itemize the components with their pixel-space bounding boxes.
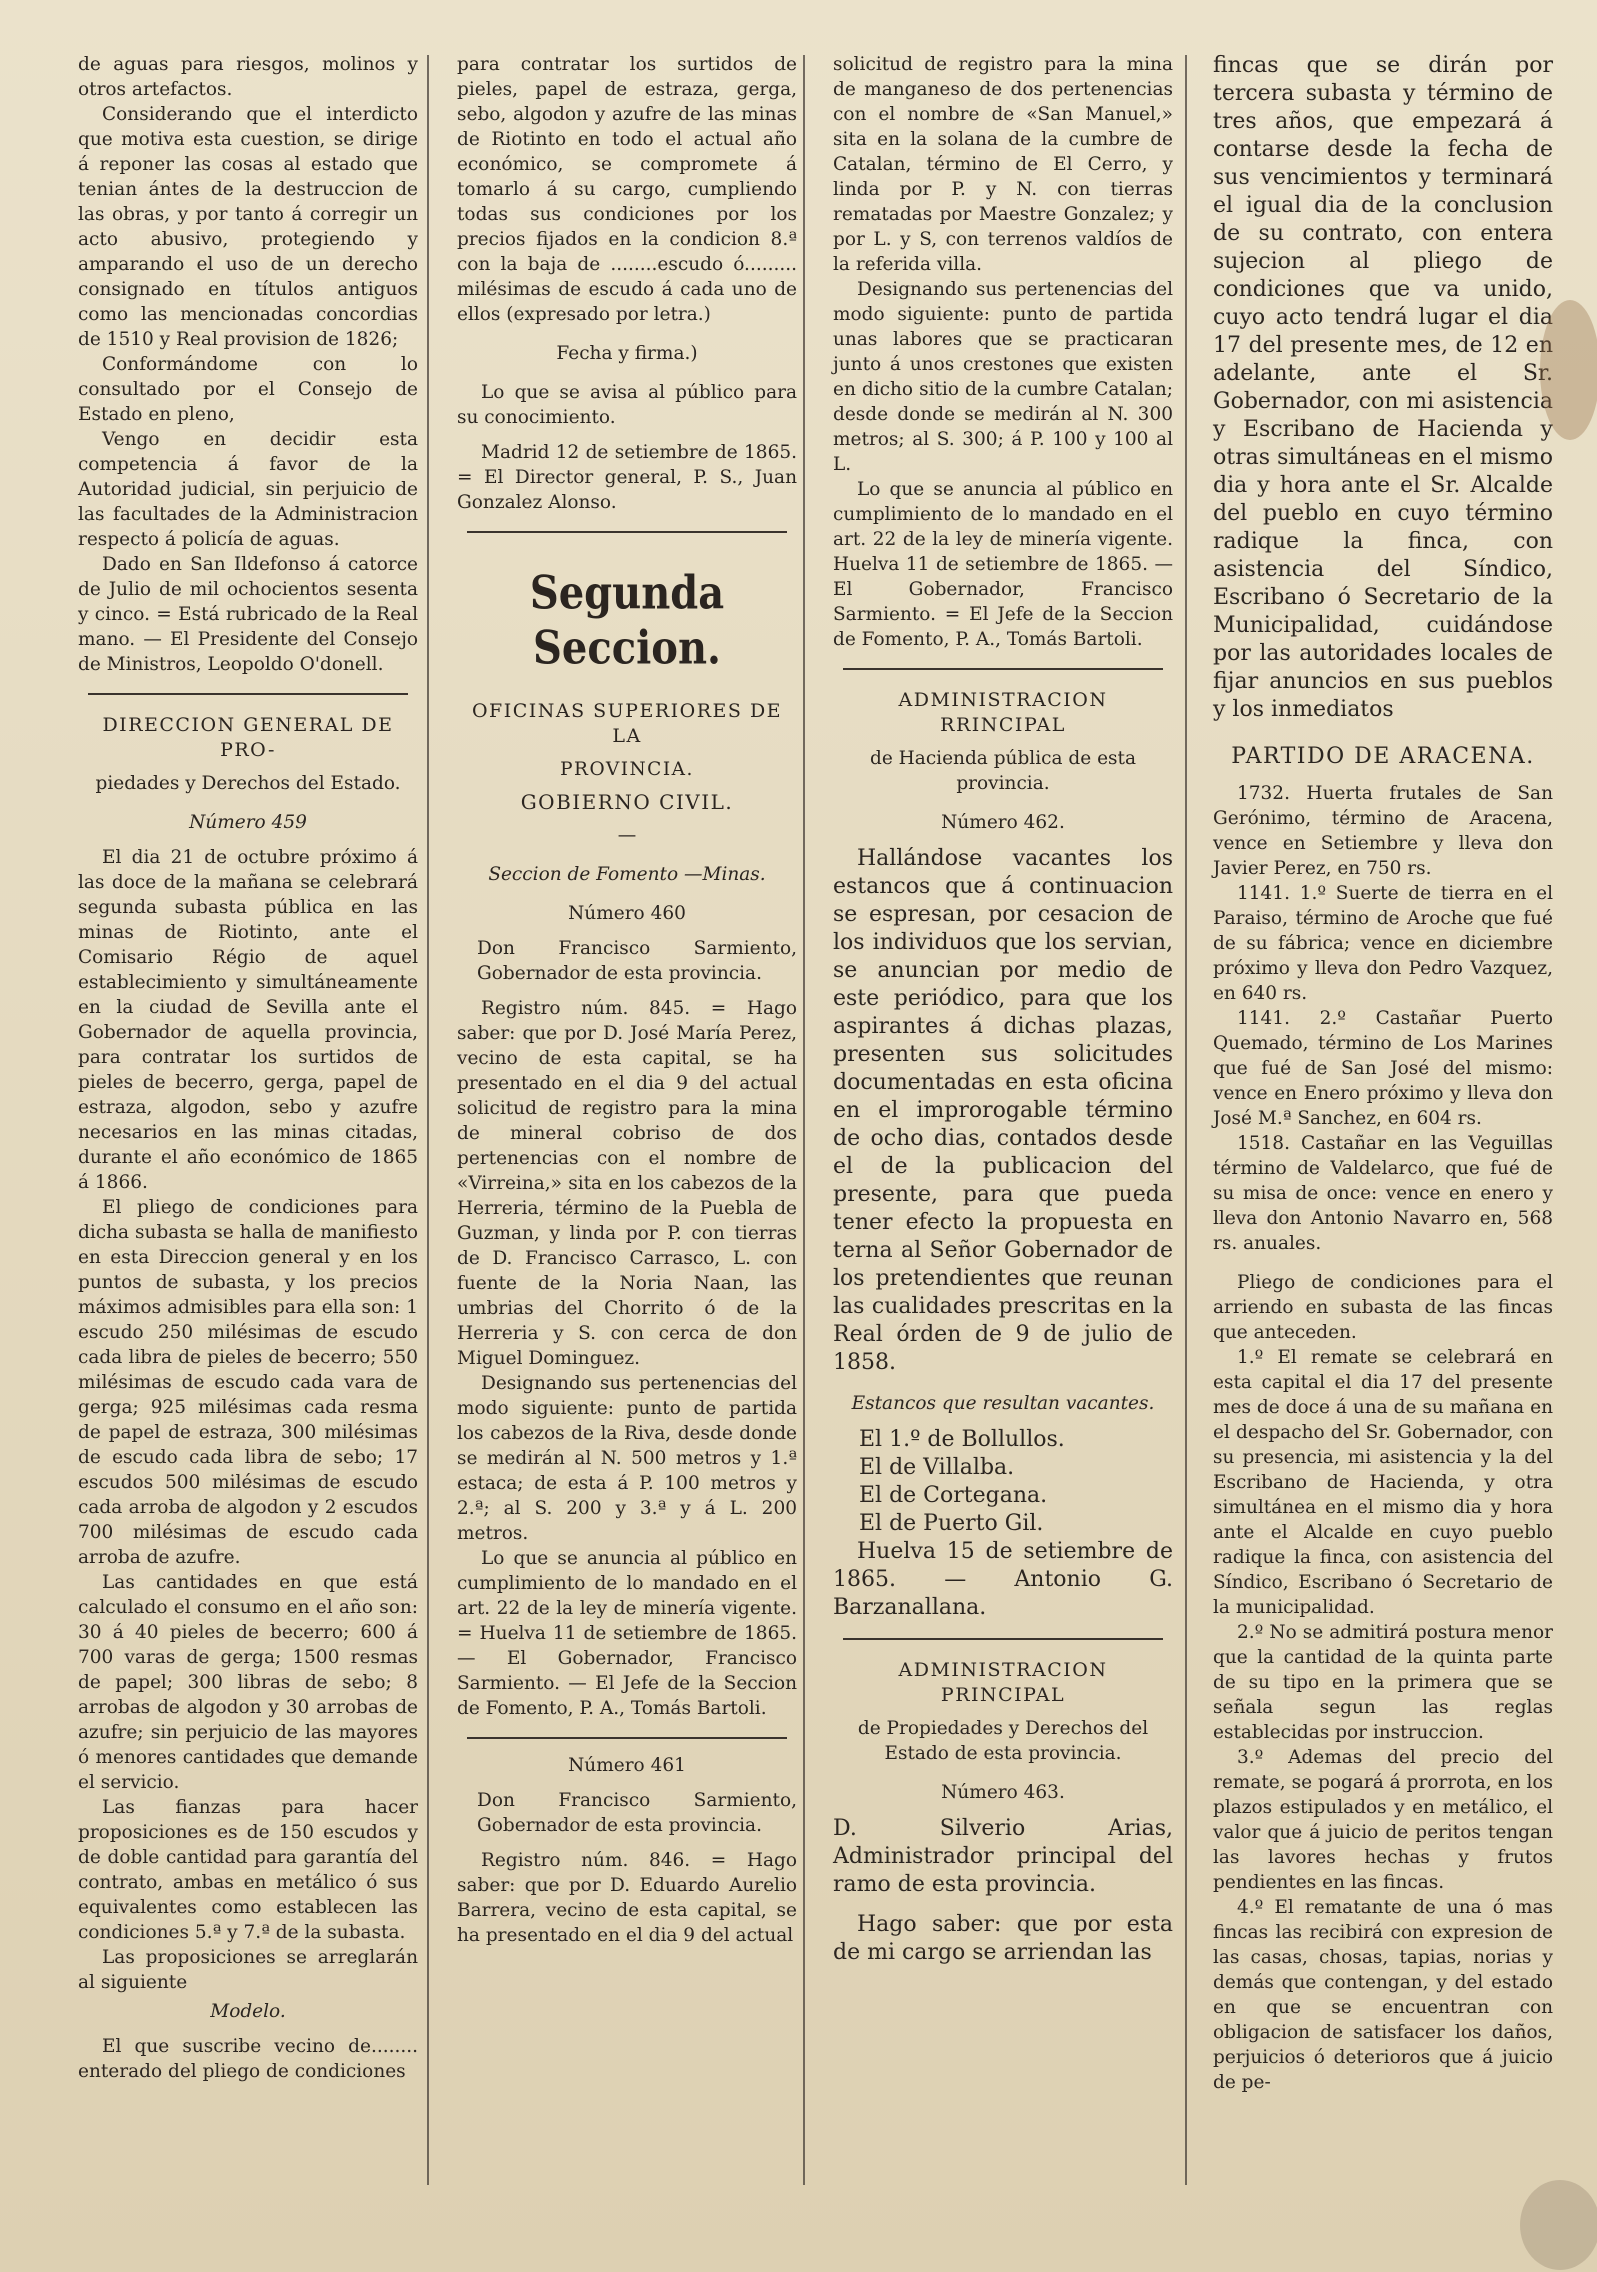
paragraph: Pliego de condiciones para el arriendo en subasta de las fincas que anteceden. [1213, 1272, 1553, 1343]
section-subheading: de Propiedades y Derechos del Estado de esta provincia. [857, 1718, 1149, 1764]
divider [467, 1737, 787, 1739]
divider [843, 1638, 1163, 1640]
paragraph: Lo que se anuncia al público en cumplimiento de lo mandado en el art. 22 de la ley de minería vigente. = Huelva 11 de setiembre de 1865. — El Gobernador, Francisco Sarmiento. — El Jefe de la Seccion de Fomento, P. A., Tomás Bartoli. [457, 1548, 797, 1719]
paragraph: 1518. Castañar en las Veguillas término de Valdelarco, que fué de su misa de once: vence en enero y lleva don Antonio Navarro en, 568 rs. anuales. [1213, 1133, 1553, 1254]
paragraph: El que suscribe vecino de........ enterado del pliego de condiciones [78, 2036, 418, 2082]
section-heading: OFICINAS SUPERIORES DE LA [471, 700, 783, 747]
divider [843, 668, 1163, 670]
paragraph: Huelva 15 de setiembre de 1865. — Antonio G. Barzanallana. [833, 1539, 1173, 1620]
paragraph: 3.º Ademas del precio del remate, se pogará á prorrota, en los plazos estipulados y en metálico, el valor que á juicio de peritos tengan las lavores hechas y frutos pendientes en las fincas. [1213, 1747, 1553, 1893]
date-signature: Fecha y firma.) [556, 343, 698, 364]
paragraph: Registro núm. 845. = Hago saber: que por D. José María Perez, vecino de esta capital, se ha presentado en el dia 9 del actual solicitud de registro para la mina de mineral cobriso de dos pertenencias con el nombre de «Virreina,» sita en los cabezos de la Herreria, término de la Puebla de Guzman, y linda por P. con tierras de D. Francisco Carrasco, L. con fuente de la Noria Naan, las umbrias del Chorrito ó de la Herreria y S. con cerca de don Miguel Dominguez. [457, 998, 797, 1369]
paper-stain [1520, 2180, 1597, 2270]
paragraph: Hallándose vacantes los estancos que á continuacion se espresan, por cesacion de los individuos que los servian, se anuncian por medio de este periódico, para que los aspirantes á dichas plazas, presenten sus solicitudes documentadas en esta oficina en el improrogable término de ocho dias, contados desde el de la publicacion del presente, para que pueda tener efecto la propuesta en terna al Señor Gobernador de los pretendientes que reunan las cualidades prescritas en la Real órden de 9 de julio de 1858. [833, 846, 1173, 1375]
subsection-heading: Seccion de Fomento —Minas. [488, 864, 766, 885]
paragraph: El dia 21 de octubre próximo á las doce de la mañana se celebrará segunda subasta pública en las minas de Riotinto, ante el Comisario Régio de aquel establecimiento y simultáneamente en la ciudad de Sevilla ante el Gobernador de aquella provincia, para contratar los surtidos de pieles de becerro, gerga, papel de estraza, algodon, sebo y azufre necesarios en las minas citadas, durante el año económico de 1865 á 1866. [78, 847, 418, 1193]
paragraph: 1141. 1.º Suerte de tierra en el Paraiso, término de Aroche que fué de su fábrica; vence en diciembre próximo y lleva don Pedro Vazquez, en 640 rs. [1213, 883, 1553, 1004]
section-subheading: GOBIERNO CIVIL. [520, 790, 734, 814]
section-title: Segunda Seccion. [529, 565, 725, 676]
subsection-heading: Estancos que resultan vacantes. [851, 1393, 1155, 1414]
paragraph: D. Silverio Arias, Administrador principal del ramo de esta provincia. [833, 1816, 1173, 1897]
paragraph: solicitud de registro para la mina de manganeso de dos pertenencias con el nombre de «San Manuel,» sita en la solana de la cumbre de Catalan, término de El Cerro, y linda por P. y N. con tierras rematadas por Maestre Gonzalez; y por L. y S, con terrenos valdíos de la referida villa. [833, 54, 1173, 275]
paragraph: Considerando que el interdicto que motiva esta cuestion, se dirige á reponer las cosas al estado que tenian ántes de la destruccion de las obras, y por tanto á corregir un acto abusivo, protegiendo y amparando el uso de un derecho consignado en títulos antiguos como las mencionadas concordias de 1510 y Real provision de 1826; [78, 104, 418, 350]
paragraph: Las cantidades en que está calculado el consumo en el año son: 30 á 40 pieles de becerro; 600 á 700 varas de gerga; 1500 resmas de papel; 300 libras de sebo; 8 arrobas de algodon y 30 arrobas de azufre; sin perjuicio de las mayores ó menores cantidades que demande el servicio. [78, 1572, 418, 1793]
paragraph: Designando sus pertenencias del modo siguiente: punto de partida los cabezos de la Riva, desde donde se medirán al N. 500 metros y 1.ª estaca; de esta á P. 100 metros y 2.ª; al S. 200 y 3.ª y á L. 200 metros. [457, 1373, 797, 1544]
section-heading: ADMINISTRACION PRINCIPAL [898, 1659, 1108, 1706]
paragraph: Hago saber: que por esta de mi cargo se arriendan las [833, 1912, 1173, 1965]
paragraph: Dado en San Ildefonso á catorce de Julio de mil ochocientos sesenta y cinco. = Está rubricado de la Real mano. — El Presidente del Consejo de Ministros, Leopoldo O'donell. [78, 554, 418, 675]
dash-separator: — [617, 825, 637, 846]
paragraph: Don Francisco Sarmiento, Gobernador de esta provincia. [477, 1790, 797, 1836]
paragraph: de aguas para riesgos, molinos y otros artefactos. [78, 54, 418, 100]
section-heading: ADMINISTRACION RRINCIPAL [898, 689, 1108, 736]
paper-stain [1540, 300, 1597, 440]
paragraph: Designando sus pertenencias del modo siguiente: punto de partida unas labores que se practicaran junto á unos crestones que existen en dicho sitio de la cumbre Catalan; desde donde se medirán al N. 300 metros; al S. 300; á P. 100 y 100 al L. [833, 279, 1173, 475]
column-2 [457, 52, 797, 1948]
paragraph: Don Francisco Sarmiento, Gobernador de esta provincia. [477, 938, 797, 984]
model-heading: Modelo. [210, 2001, 286, 2022]
paragraph: 1141. 2.º Castañar Puerto Quemado, término de Los Marines que fué de San José del mismo: vence en Enero próximo y lleva don José M.ª Sanchez, en 604 rs. [1213, 1008, 1553, 1129]
notice-number: Número 461 [568, 1755, 686, 1776]
paragraph: Las proposiciones se arreglarán al siguiente [78, 1947, 418, 1993]
column-rule [1185, 55, 1187, 2185]
paragraph: Las fianzas para hacer proposiciones es de 150 escudos y de doble cantidad para garantía del contrato, ambas en metálico ó sus equivalentes como establecen las condiciones 5.ª y 7.ª de la subasta. [78, 1797, 418, 1943]
list-item: El de Cortegana. [859, 1483, 1048, 1508]
column-4 [1213, 52, 1553, 2095]
notice-number: Número 462. [941, 812, 1065, 833]
section-heading: PARTIDO DE ARACENA. [1231, 744, 1535, 769]
column-rule [427, 55, 429, 2185]
notice-number: Número 463. [941, 1782, 1065, 1803]
paragraph: Conformándome con lo consultado por el Consejo de Estado en pleno, [78, 354, 418, 425]
paragraph: Madrid 12 de setiembre de 1865. = El Director general, P. S., Juan Gonzalez Alonso. [457, 442, 797, 513]
paragraph: para contratar los surtidos de pieles, papel de estraza, gerga, sebo, algodon y azufre de las minas de Riotinto en todo el actual año económico, se compromete á tomarlo á su cargo, cumpliendo todas sus condiciones por los precios fijados en la condicion 8.ª con la baja de ........escudo ó......... milésimas de escudo á cada uno de ellos (expresado por letra.) [457, 54, 797, 325]
paragraph: 1.º El remate se celebrará en esta capital el dia 17 del presente mes de doce á una de su mañana en el despacho del Sr. Gobernador, con su presencia, mi asistencia y la del Escribano de Hacienda, y otra simultánea en el mismo dia y hora ante el Alcalde en cuyo pueblo radique la finca, con asistencia del Síndico, Escribano ó Secretario de la municipalidad. [1213, 1347, 1553, 1618]
column-rule [803, 55, 805, 2185]
paragraph: El pliego de condiciones para dicha subasta se halla de manifiesto en esta Direccion general y en los puntos de subasta, y los precios máximos admisibles para ella son: 1 escudo 250 milésimas de escudo cada libra de pieles de becerro; 550 milésimas de escudo cada vara de gerga; 925 milésimas cada resma de papel de estraza, 300 milésimas de escudo cada libra de sebo; 17 escudos 500 milésimas de escudo cada arroba de algodon y 2 escudos 700 milésimas de escudo cada arroba de azufre. [78, 1197, 418, 1568]
notice-number: Número 459 [189, 812, 307, 833]
section-subheading: piedades y Derechos del Estado. [95, 773, 401, 794]
section-subheading: de Hacienda pública de esta provincia. [869, 748, 1136, 794]
paragraph: Lo que se anuncia al público en cumplimiento de lo mandado en el art. 22 de la ley de minería vigente. Huelva 11 de setiembre de 1865. — El Gobernador, Francisco Sarmiento. = El Jefe de la Seccion de Fomento, P. A., Tomás Bartoli. [833, 479, 1173, 650]
notice-number: Número 460 [568, 903, 686, 924]
divider [88, 693, 408, 695]
paragraph: fincas que se dirán por tercera subasta y término de tres años, que empezará á contarse desde la fecha de sus vencimientos y terminará el igual dia de la conclusion de su contrato, con entera sujecion al pliego de condiciones que va unido, cuyo acto tendrá lugar el dia 17 del presente mes, de 12 en adelante, ante el Sr. Gobernador, con mi asistencia y Escribano de Hacienda y otras simultáneas en el mismo dia y hora ante el Sr. Alcalde del pueblo en cuyo término radique la finca, con asistencia del Síndico, Escribano ó Secretario de la Municipalidad, cuidándose por las autoridades locales de fijar anuncios en sus pueblos y los inmediatos [1213, 53, 1553, 722]
paragraph: Registro núm. 846. = Hago saber: que por D. Eduardo Aurelio Barrera, vecino de esta capital, se ha presentado en el dia 9 del actual [457, 1850, 797, 1946]
paragraph: 1732. Huerta frutales de San Gerónimo, término de Aracena, vence en Setiembre y lleva don Javier Perez, en 750 rs. [1213, 783, 1553, 879]
list-item: El de Villalba. [859, 1455, 1015, 1480]
section-subheading: PROVINCIA. [560, 759, 694, 780]
paragraph: Vengo en decidir esta competencia á favor de la Autoridad judicial, sin perjuicio de las facultades de la Administracion respecto á policía de aguas. [78, 429, 418, 550]
paragraph: 4.º El rematante de una ó mas fincas las recibirá con expresion de las casas, chosas, tapias, norias y demás que contengan, y del estado en que se encuentran con obligacion de satisfacer los daños, perjuicios ó deterioros que á juicio de pe- [1213, 1897, 1553, 2093]
divider [467, 531, 787, 533]
section-heading: DIRECCION GENERAL DE PRO- [102, 714, 394, 761]
column-3 [833, 52, 1173, 1967]
paragraph: 2.º No se admitirá postura menor que la cantidad de la quinta parte de su tipo en la primera que se señala segun las reglas establecidas por instruccion. [1213, 1622, 1553, 1743]
list-item: El de Puerto Gil. [859, 1511, 1044, 1536]
list-item: El 1.º de Bollullos. [859, 1427, 1065, 1452]
paragraph: Lo que se avisa al público para su conocimiento. [457, 382, 797, 428]
column-1 [78, 52, 418, 2084]
